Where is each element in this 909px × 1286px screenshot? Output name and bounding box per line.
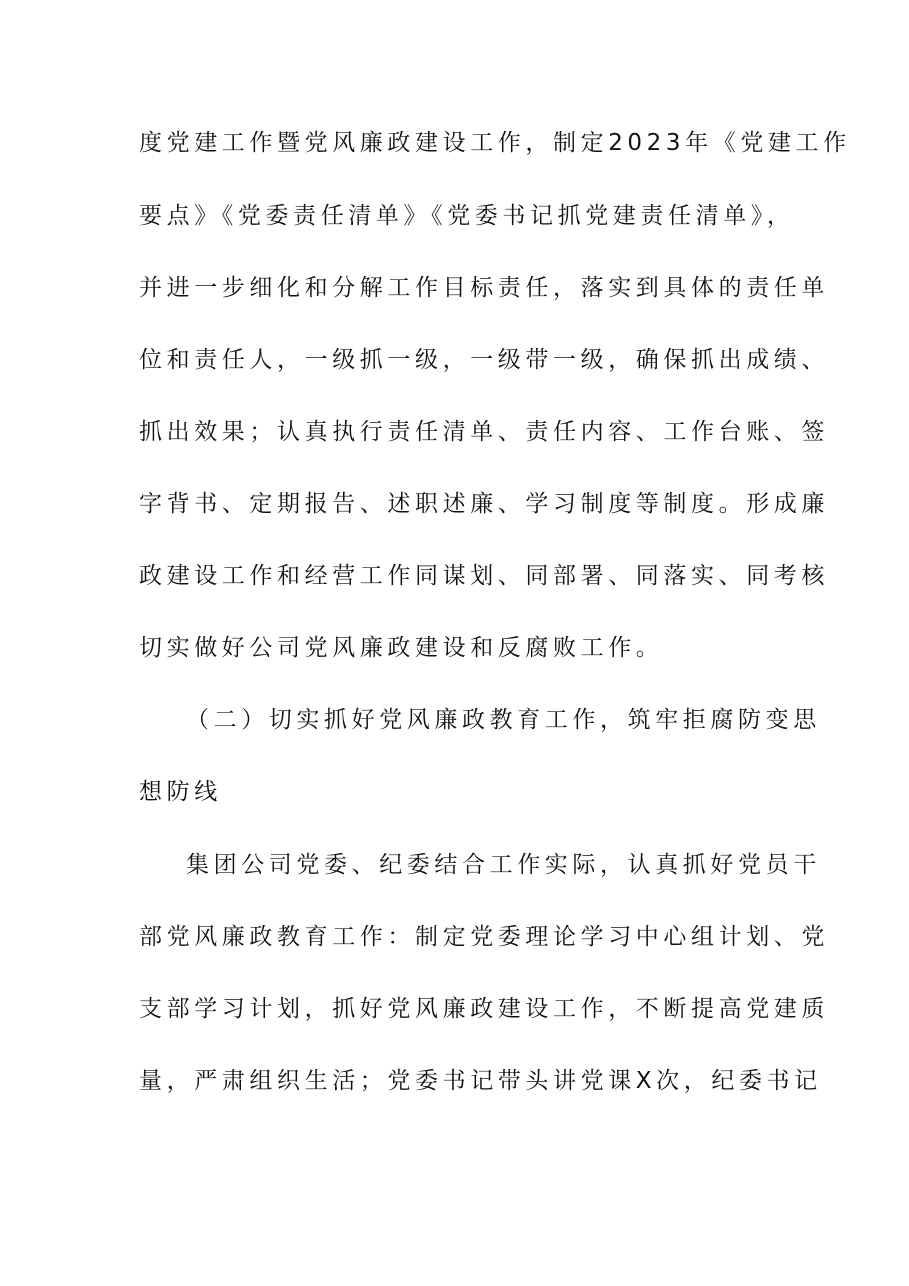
paragraph-line-5: 抓出效果；认真执行责任清单、责任内容、工作台账、签 — [139, 419, 829, 445]
paragraph-line-12: 量，严肃组织生活；党委书记带头讲党课X次，纪委书记 — [139, 1068, 822, 1094]
paragraph-line-1: 度党建工作暨党风廉政建设工作，制定2023年《党建工作 — [139, 130, 851, 156]
section-heading-line-1: （二）切实抓好党风廉政教育工作，筑牢拒腐防变思 — [186, 707, 821, 733]
paragraph-line-10: 部党风廉政教育工作：制定党委理论学习中心组计划、党 — [139, 924, 829, 950]
paragraph-line-11: 支部学习计划，抓好党风廉政建设工作，不断提高党建质 — [139, 996, 829, 1022]
paragraph-line-8: 切实做好公司党风廉政建设和反腐败工作。 — [139, 635, 664, 661]
paragraph-line-6: 字背书、定期报告、述职述廉、学习制度等制度。形成廉 — [139, 491, 829, 517]
paragraph-line-9: 集团公司党委、纪委结合工作实际，认真抓好党员干 — [186, 852, 821, 878]
paragraph-line-3: 并进一步细化和分解工作目标责任，落实到具体的责任单 — [139, 275, 829, 301]
paragraph-line-4: 位和责任人，一级抓一级，一级带一级，确保抓出成绩、 — [139, 347, 829, 373]
paragraph-line-7: 政建设工作和经营工作同谋划、同部署、同落实、同考核 — [139, 563, 829, 589]
section-heading-line-2: 想防线 — [139, 779, 222, 805]
paragraph-line-2: 要点》《党委责任清单》《党委书记抓党建责任清单》， — [139, 203, 795, 229]
